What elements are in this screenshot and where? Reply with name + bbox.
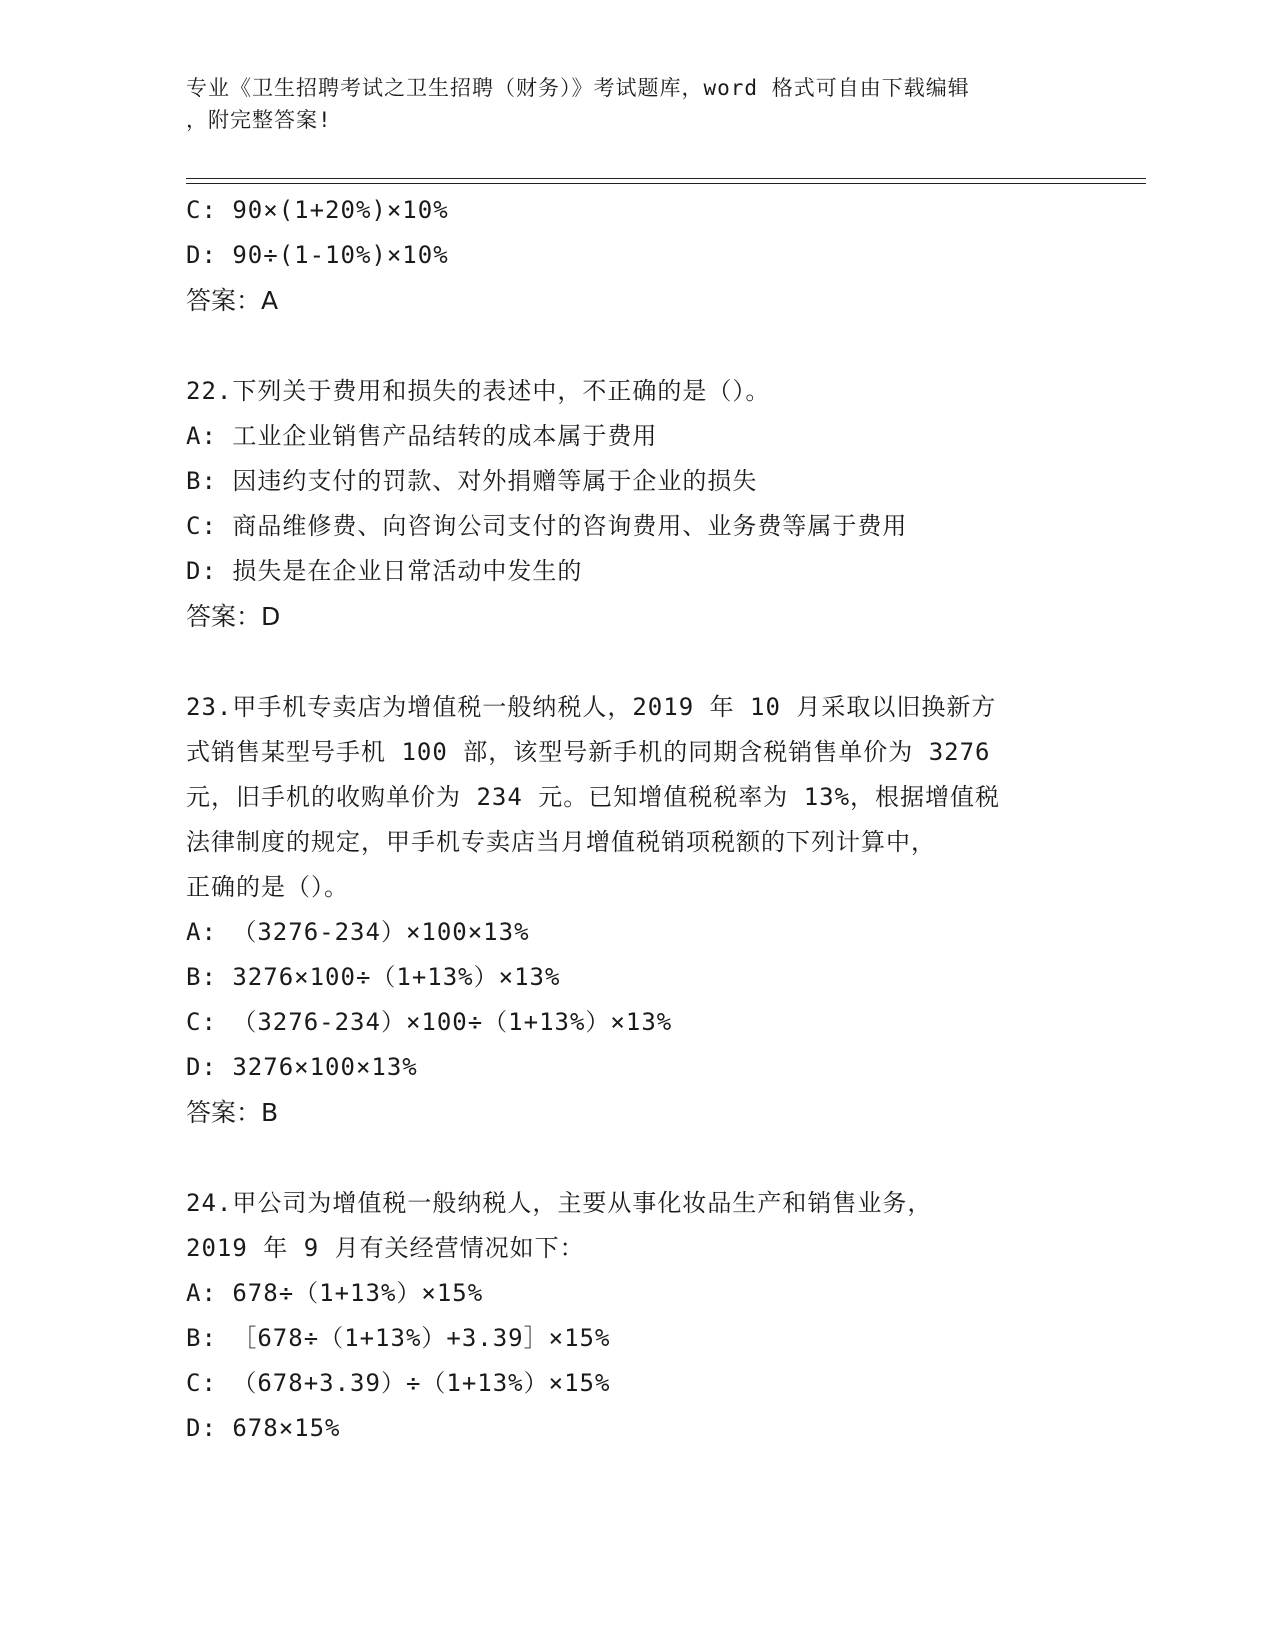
option-a: A: 678÷（1+13%）×15% — [186, 1279, 484, 1307]
spacer — [186, 639, 1086, 685]
answer-line: 答案：A — [186, 286, 279, 315]
option-c: C: （678+3.39）÷（1+13%）×15% — [186, 1369, 611, 1397]
option-a: A: 工业企业销售产品结转的成本属于费用 — [186, 422, 658, 450]
answer-line: 答案：D — [186, 602, 281, 631]
header-line-1: 专业《卫生招聘考试之卫生招聘（财务）》考试题库，word 格式可自由下载编辑 — [186, 76, 970, 100]
question-stem-line-2: 式销售某型号手机 100 部，该型号新手机的同期含税销售单价为 3276 — [186, 738, 991, 766]
option-c: C: 90×(1+20%)×10% — [186, 196, 449, 224]
question-24 — [186, 1181, 1086, 1451]
question-stem: 22.下列关于费用和损失的表述中，不正确的是（）。 — [186, 377, 771, 405]
header-line-2: ，附完整答案! — [186, 108, 332, 132]
option-d: D: 损失是在企业日常活动中发生的 — [186, 557, 583, 585]
question-stem-line-1: 24.甲公司为增值税一般纳税人，主要从事化妆品生产和销售业务， — [186, 1189, 933, 1217]
document-header — [186, 72, 1086, 136]
question-stem-line-4: 法律制度的规定，甲手机专卖店当月增值税销项税额的下列计算中， — [186, 828, 936, 856]
option-c: C: （3276-234）×100÷（1+13%）×13% — [186, 1008, 673, 1036]
option-d: D: 90÷(1-10%)×10% — [186, 241, 449, 269]
option-d: D: 3276×100×13% — [186, 1053, 418, 1081]
question-stem-line-2: 2019 年 9 月有关经营情况如下： — [186, 1234, 585, 1262]
option-d: D: 678×15% — [186, 1414, 341, 1442]
option-c: C: 商品维修费、向咨询公司支付的咨询费用、业务费等属于费用 — [186, 512, 908, 540]
question-22 — [186, 369, 1086, 639]
option-a: A: （3276-234）×100×13% — [186, 918, 530, 946]
question-stem-line-3: 元，旧手机的收购单价为 234 元。已知增值税税率为 13%，根据增值税 — [186, 783, 1001, 811]
question-21 — [186, 188, 1086, 323]
question-stem-line-1: 23.甲手机专卖店为增值税一般纳税人，2019 年 10 月采取以旧换新方 — [186, 693, 997, 721]
spacer — [186, 1135, 1086, 1181]
header-divider-top — [186, 178, 1146, 179]
option-b: B: 因违约支付的罚款、对外捐赠等属于企业的损失 — [186, 467, 758, 495]
spacer — [186, 323, 1086, 369]
option-b: B: 3276×100÷（1+13%）×13% — [186, 963, 561, 991]
option-b: B: ［678÷（1+13%）+3.39］×15% — [186, 1324, 611, 1352]
question-content — [186, 188, 1086, 1451]
header-divider-bottom — [186, 183, 1146, 184]
answer-line: 答案：B — [186, 1098, 279, 1127]
question-stem-line-5: 正确的是（）。 — [186, 873, 349, 901]
question-23 — [186, 685, 1086, 1135]
